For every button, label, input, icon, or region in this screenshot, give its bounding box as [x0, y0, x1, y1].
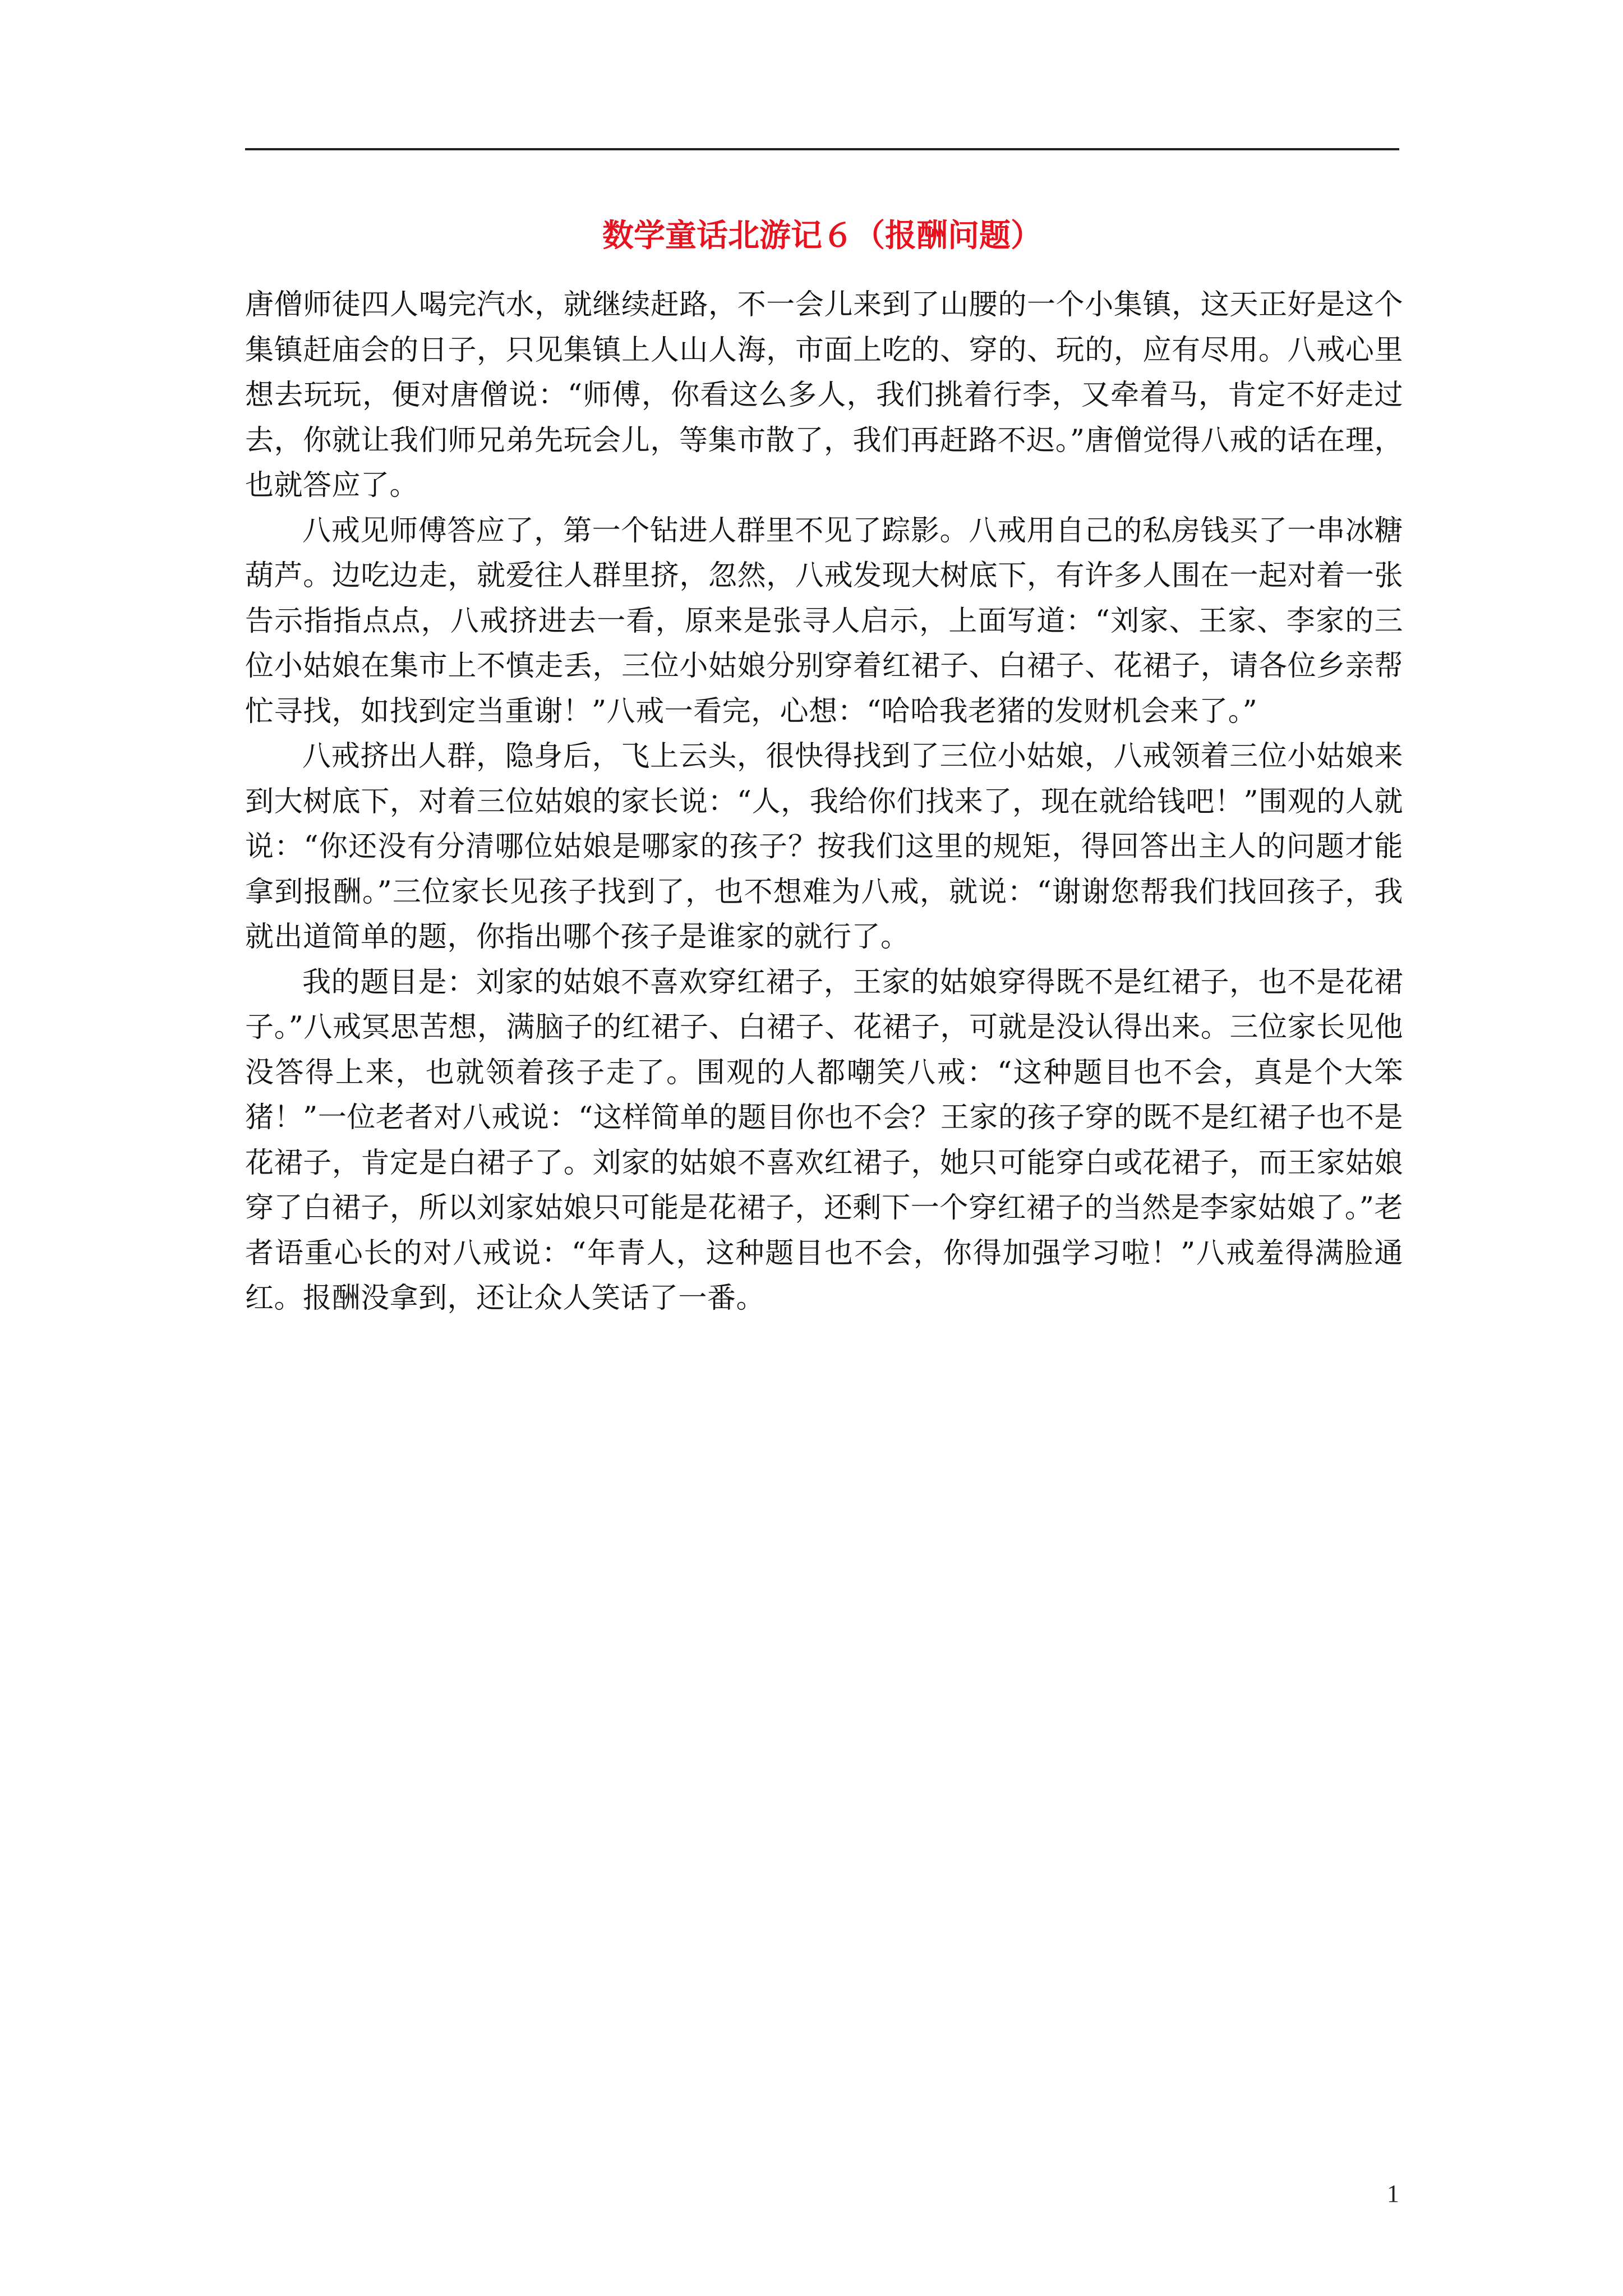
paragraph-3: 八戒挤出人群，隐身后，飞上云头，很快得找到了三位小姑娘，八戒领着三位小姑娘来到大树底下，对着三位姑娘的家长说：“人，我给你们找来了，现在就给钱吧！”围观的人就说：“你还没有分清哪位姑娘是哪家的孩子？按我们这里的规矩，得回答出主人的问题才能拿到报酬。”三位家长见孩子找到了，也不想难为八戒，就说：“谢谢您帮我们找回孩子，我就出道简单的题，你指出哪个孩子是谁家的就行了。 [245, 740, 1403, 954]
header-rule [245, 148, 1399, 150]
paragraph-4: 我的题目是：刘家的姑娘不喜欢穿红裙子，王家的姑娘穿得既不是红裙子，也不是花裙子。”八戒冥思苦想，满脑子的红裙子、白裙子、花裙子，可就是没认得出来。三位家长见他没答得上来，也就领着孩子走了。围观的人都嘲笑八戒：“这种题目也不会，真是个大笨猪！”一位老者对八戒说：“这样简单的题目你也不会？王家的孩子穿的既不是红裙子也不是花裙子，肯定是白裙子了。刘家的姑娘不喜欢红裙子，她只可能穿白或花裙子，而王家姑娘穿了白裙子，所以刘家姑娘只可能是花裙子，还剩下一个穿红裙子的当然是李家姑娘了。”老者语重心长的对八戒说：“年青人，这种题目也不会，你得加强学习啦！”八戒羞得满脸通红。报酬没拿到，还让众人笑话了一番。 [245, 965, 1403, 1315]
paragraph-2: 八戒见师傅答应了，第一个钻进人群里不见了踪影。八戒用自己的私房钱买了一串冰糖葫芦。边吃边走，就爱往人群里挤，忽然，八戒发现大树底下，有许多人围在一起对着一张告示指指点点，八戒挤进去一看，原来是张寻人启示，上面写道：“刘家、王家、李家的三位小姑娘在集市上不慎走丢，三位小姑娘分别穿着红裙子、白裙子、花裙子，请各位乡亲帮忙寻找，如找到定当重谢！”八戒一看完，心想：“哈哈我老猪的发财机会来了。” [245, 514, 1403, 728]
document-title: 数学童话北游记６（报酬问题） [602, 217, 1042, 254]
document-body [245, 283, 1403, 1322]
paragraph-1: 唐僧师徒四人喝完汽水，就继续赶路，不一会儿来到了山腰的一个小集镇，这天正好是这个集镇赶庙会的日子，只见集镇上人山人海，市面上吃的、穿的、玩的，应有尽用。八戒心里想去玩玩，便对唐僧说：“师傅，你看这么多人，我们挑着行李，又牵着马，肯定不好走过去，你就让我们师兄弟先玩会儿，等集市散了，我们再赶路不迟。”唐僧觉得八戒的话在理，也就答应了。 [245, 288, 1403, 502]
page-number: 1 [1387, 2180, 1399, 2207]
